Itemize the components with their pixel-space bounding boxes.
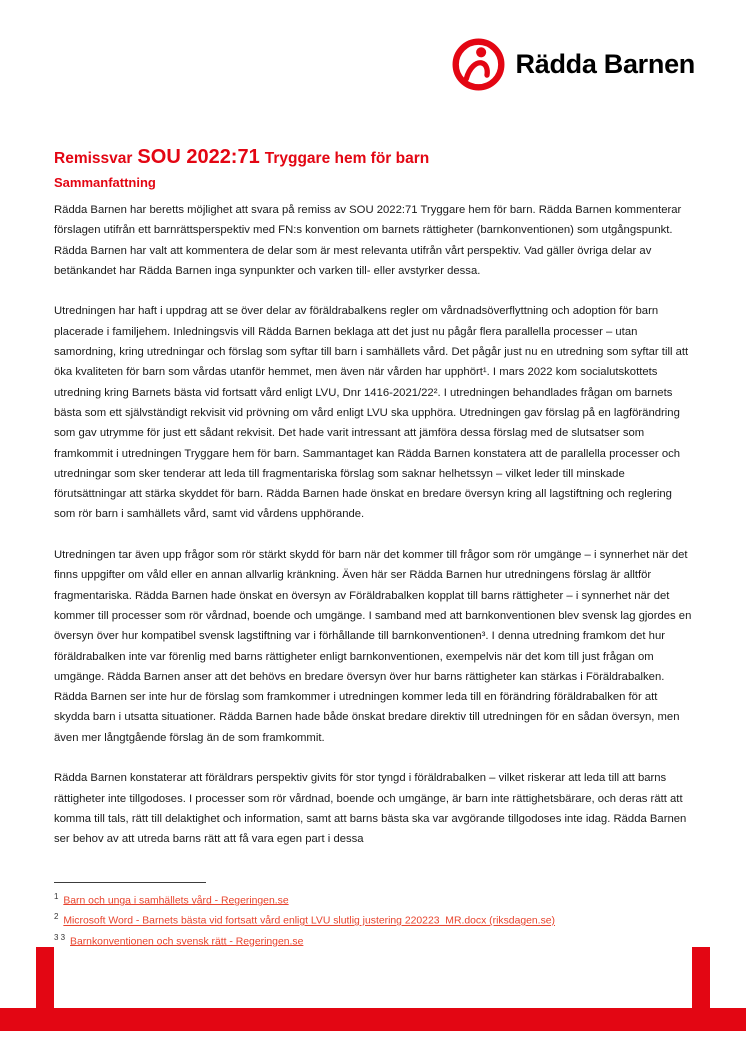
footnote-link[interactable]: Microsoft Word - Barnets bästa vid fortsatt vård enligt LVU slutlig justering 220223_MR.docx (riksdagen.se) (63, 915, 556, 927)
document-content (54, 139, 694, 850)
footnote-marker: 2 (54, 912, 59, 922)
document-title (54, 139, 694, 172)
footnote-separator (54, 882, 206, 883)
footnote (54, 909, 694, 929)
footnote (54, 930, 694, 950)
red-bar-bottom (0, 1008, 746, 1031)
paragraph: Rädda Barnen har beretts möjlighet att svara på remiss av SOU 2022:71 Tryggare hem för barn. Rädda Barnen kommenterar förslagen utifrån ett barnrättsperspektiv med FN:s konvention om barnets rättigheter (barnkonventionen) som utgångspunkt. Rädda Barnen har valt att kommentera de delar som är mest relevanta utifrån vårt perspektiv. Vad gäller övriga delar av betänkandet har Rädda Barnen inga synpunkter och varken till- eller avstyrker dessa. (54, 204, 682, 277)
paragraph: Utredningen har haft i uppdrag att se över delar av föräldrabalkens regler om vårdnadsöverflyttning och adoption för barn placerade i familjehem. Inledningsvis vill Rädda Barnen beklaga att det just nu pågår flera parallella processer – utan samordning, kring utredningar och förslag som syftar till barn i samhällets vård. Det pågår just nu en utredning som syftar till att öka kvaliteten för barn som vårdas utanför hemmet, men även när vården har upphört¹. I mars 2022 kom socialutskottets utredning kring Barnets bästa vid fortsatt vård enligt LVU, Dnr 1416-2021/22². I utredningen behandlades frågan om barnets bästa som ett självständigt rekvisit vid prövning om vård enligt LVU ska upphöra. Utredningen gav förslag på en lagförändring som gav utrymme för just ett sådant rekvisit. Det hade varit intressant att jämföra dessa förslag med de slutsatser som framkommit i utredningen Tryggare hem för barn. Sammantaget kan Rädda Barnen konstatera att de parallella processer och utredningar som sker tenderar att leda till fragmentariska förslag som saknar helhetssyn – vilket leder till minskade förutsättningar att stärka skyddet för barn. Rädda Barnen hade önskat en bredare översyn kring all lagstiftning och reglering som rör barn i samhällets vård, samt vid vårdens upphörande. (54, 305, 689, 521)
footnote-link[interactable]: Barnkonventionen och svensk rätt - Regeringen.se (70, 936, 304, 947)
footnote-marker: 3 3 (54, 932, 66, 942)
red-bar-right (692, 947, 710, 1009)
body-paragraphs (54, 200, 694, 850)
footnote (54, 889, 694, 909)
paragraph: Utredningen tar även upp frågor som rör stärkt skydd för barn när det kommer till frågor som rör umgänge – i synnerhet när det finns uppgifter om våld eller en annan allvarlig kränkning. Även här ser Rädda Barnen hur utredningens förslag är alltför fragmentariska. Rädda Barnen hade önskat en översyn av Föräldrabalken kopplat till barns rättigheter – i synnerhet när det kommer till processer som rör vårdnad, boende och umgänge. I samband med att barnkonventionen blev svensk lag gjordes en översyn över hur kompatibel svensk lagstiftning var i förhållande till barnkonventionen³. I denna utredning framkom det hur föräldrabalken inte var förenlig med barns rättigheter enligt barnkonventionen, exempelvis när det kom till just frågan om umgänge. Rädda Barnen anser att det behövs en bredare översyn över hur barns rättigheter kan stärkas i Föräldrabalken. Rädda Barnen ser inte hur de förslag som framkommer i utredningen kommer leda till en förändring föräldrabalken för att skydda barn i utsatta situationer. Rädda Barnen hade både önskat bredare direktiv till utredningen för en sådan översyn, men även mer långtgående förslag än de som framkommit. (54, 549, 692, 744)
title-lead: Remissvar (54, 150, 133, 167)
paragraph: Rädda Barnen konstaterar att föräldrars perspektiv givits för stor tyngd i föräldrabalken – vilket riskerar att leda till att barns rättigheter inte tillgodoses. I processer som rör vårdnad, boende och umgänge, är barn inte rättighetsbärare, och deras rätt att komma till tals, rätt till delaktighet och information, samt att barns bästa ska var avgörande tillgodoses inte idag. Rädda Barnen ser behov av att utreda barns rätt att få vara egen part i dessa (54, 772, 687, 846)
red-bar-left (36, 947, 54, 1009)
brand-header (452, 38, 695, 91)
footnote-list (54, 889, 694, 950)
title-tail: Tryggare hem för barn (264, 150, 430, 167)
radda-barnen-logo-icon (452, 38, 505, 91)
section-heading: Sammanfattning (54, 175, 156, 190)
brand-logo-text: Rädda Barnen (515, 49, 695, 79)
footnote-link[interactable]: Barn och unga i samhällets vård - Regeringen.se (63, 895, 289, 907)
footnotes-section (54, 882, 694, 950)
footnote-marker: 1 (54, 892, 59, 901)
title-sou-number: SOU 2022:71 (137, 146, 260, 168)
